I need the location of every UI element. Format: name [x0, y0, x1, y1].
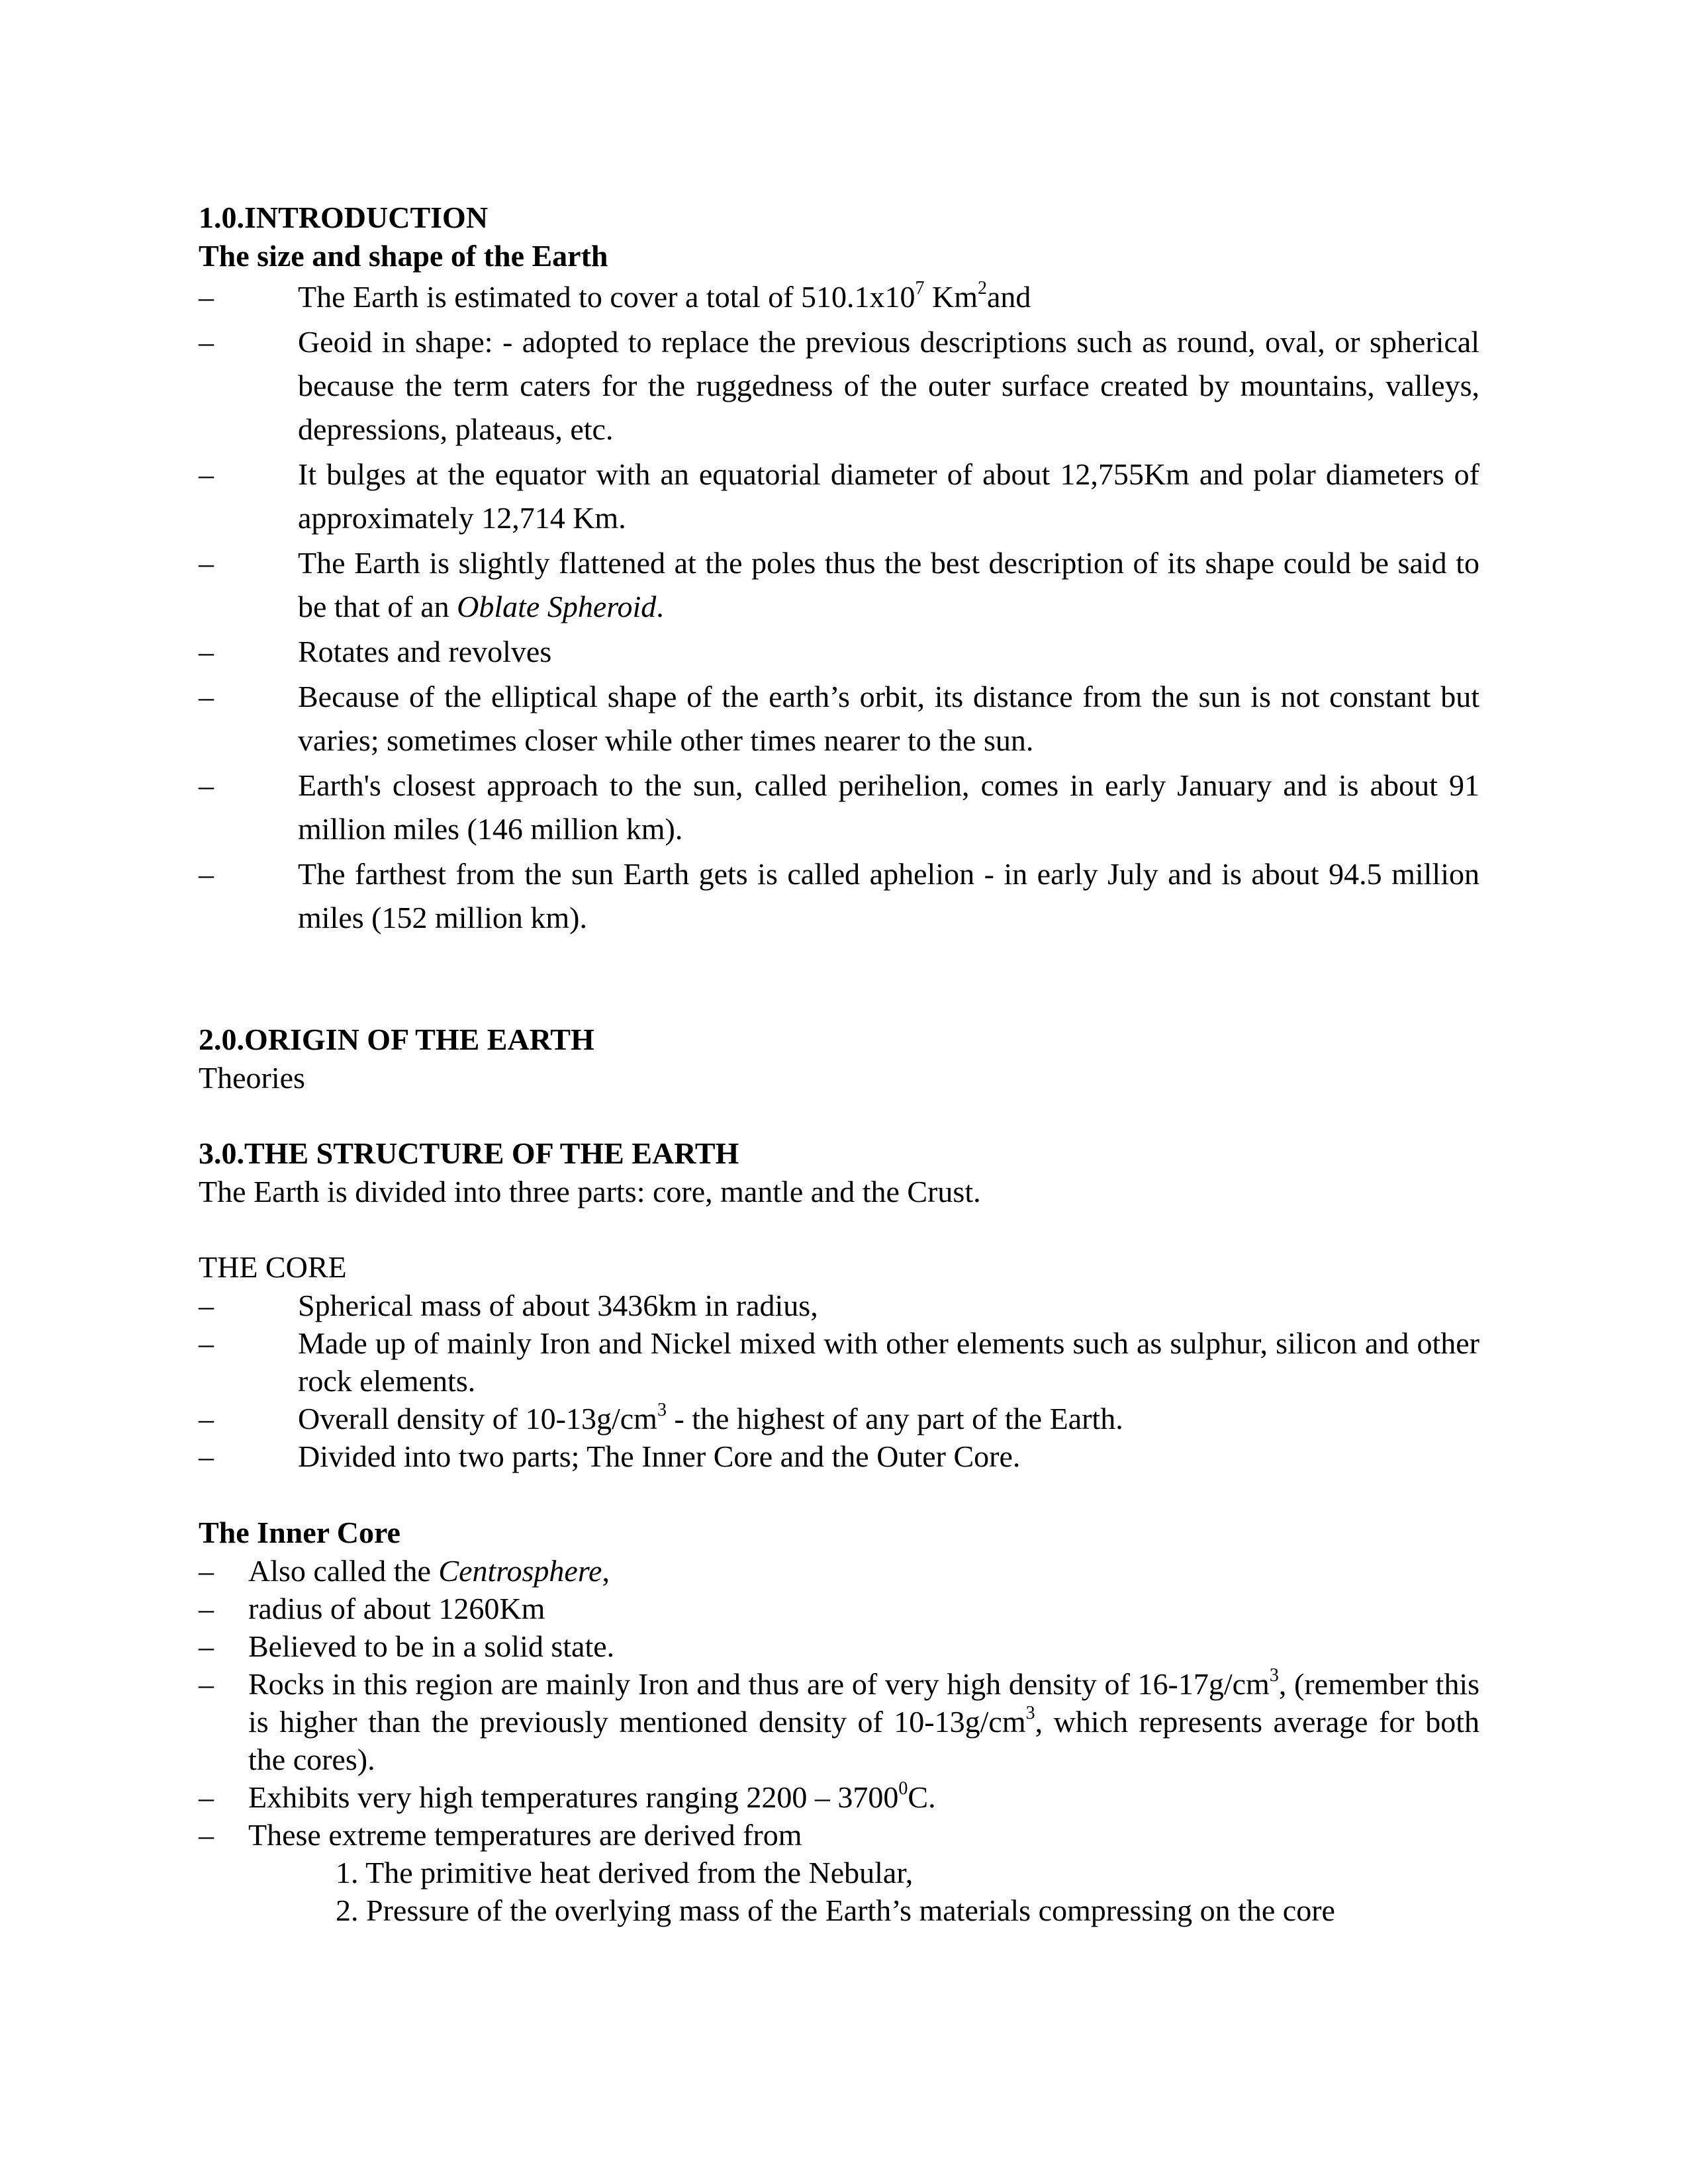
dash-bullet-icon: – [199, 1780, 214, 1814]
dash-bullet-icon: – [199, 1592, 214, 1625]
dash-bullet-icon: – [199, 1439, 214, 1473]
list-item: – It bulges at the equator with an equatorial diameter of about 12,755Km and polar diameters of approximately 12,714 Km. [199, 453, 1479, 540]
dash-bullet-icon: – [199, 768, 214, 802]
list-item: – Rocks in this region are mainly Iron and thus are of very high density of $16-17g/cm^3$, (remember this is higher than the previously mentioned density of $10-13g/cm^3$, which represents average for both the cores). [199, 1665, 1479, 1776]
dash-bullet-icon: – [199, 635, 214, 668]
dash-bullet-icon: – [199, 457, 214, 491]
inner-core-list [199, 1552, 1479, 1854]
list-item: – Geoid in shape: - adopted to replace the previous descriptions such as round, oval, or spherical because the term caters for the ruggedness of the outer surface created by mountains, valleys, depressions, plateaus, etc. [199, 320, 1479, 451]
dash-bullet-icon: – [199, 680, 214, 713]
structure-text: The Earth is divided into three parts: core, mantle and the Crust. [199, 1175, 981, 1208]
list-item: 1. The primitive heat derived from the Nebular, [336, 1856, 914, 1889]
dash-bullet-icon: – [199, 1554, 214, 1588]
dash-bullet-icon: – [199, 1402, 214, 1435]
list-item: – Because of the elliptical shape of the earth’s orbit, its distance from the sun is not constant but varies; sometimes closer while other times nearer to the sun. [199, 675, 1479, 762]
heat-sources-list [199, 1854, 1479, 1929]
list-item: – Overall density of $10-13g/cm^3$ - the highest of any part of the Earth. [199, 1400, 1479, 1437]
list-item: – Believed to be in a solid state. [199, 1627, 1479, 1665]
document-page [199, 199, 1479, 1929]
list-item: – The Earth is estimated to cover a total of $510.1x10^7$ Km$^2$and [199, 275, 1479, 319]
dash-bullet-icon: – [199, 1326, 214, 1360]
list-item: – Earth's closest approach to the sun, called perihelion, comes in early January and is about 91 million miles (146 million km). [199, 764, 1479, 851]
list-item: – Spherical mass of about 3436km in radius, [199, 1287, 1479, 1324]
core-list [199, 1287, 1479, 1475]
intro-list [199, 275, 1479, 940]
dash-bullet-icon: – [199, 546, 214, 580]
origin-text: Theories [199, 1061, 305, 1095]
dash-bullet-icon: – [199, 1667, 214, 1701]
list-item: – Divided into two parts; The Inner Core and the Outer Core. [199, 1437, 1479, 1475]
list-item: – Also called the Centrosphere, [199, 1552, 1479, 1590]
list-item: – Rotates and revolves [199, 630, 1479, 674]
core-heading: THE CORE [199, 1250, 347, 1284]
list-item: – Exhibits very high temperatures ranging 2200 – 3700$^0$C. [199, 1778, 1479, 1816]
list-item: – Made up of mainly Iron and Nickel mixed with other elements such as sulphur, silicon and other rock elements. [199, 1324, 1479, 1400]
list-item: 2. Pressure of the overlying mass of the Earth’s materials compressing on the core [336, 1893, 1335, 1927]
dash-bullet-icon: – [199, 857, 214, 891]
list-item: – The farthest from the sun Earth gets is called aphelion - in early July and is about 94.5 million miles (152 million km). [199, 852, 1479, 940]
dash-bullet-icon: – [199, 280, 214, 314]
origin-heading: 2.0.ORIGIN OF THE EARTH [199, 1023, 594, 1056]
list-item: – radius of about 1260Km [199, 1590, 1479, 1627]
inner-core-heading: The Inner Core [199, 1516, 400, 1549]
list-item: – The Earth is slightly flattened at the poles thus the best description of its shape could be said to be that of an Oblate Spheroid. [199, 541, 1479, 629]
dash-bullet-icon: – [199, 1289, 214, 1322]
dash-bullet-icon: – [199, 1818, 214, 1852]
structure-heading: 3.0.THE STRUCTURE OF THE EARTH [199, 1136, 739, 1170]
dash-bullet-icon: – [199, 325, 214, 359]
list-item: – These extreme temperatures are derived from [199, 1816, 1479, 1854]
dash-bullet-icon: – [199, 1629, 214, 1663]
intro-heading: 1.0.INTRODUCTION [199, 201, 489, 234]
intro-subheading: The size and shape of the Earth [199, 239, 608, 273]
